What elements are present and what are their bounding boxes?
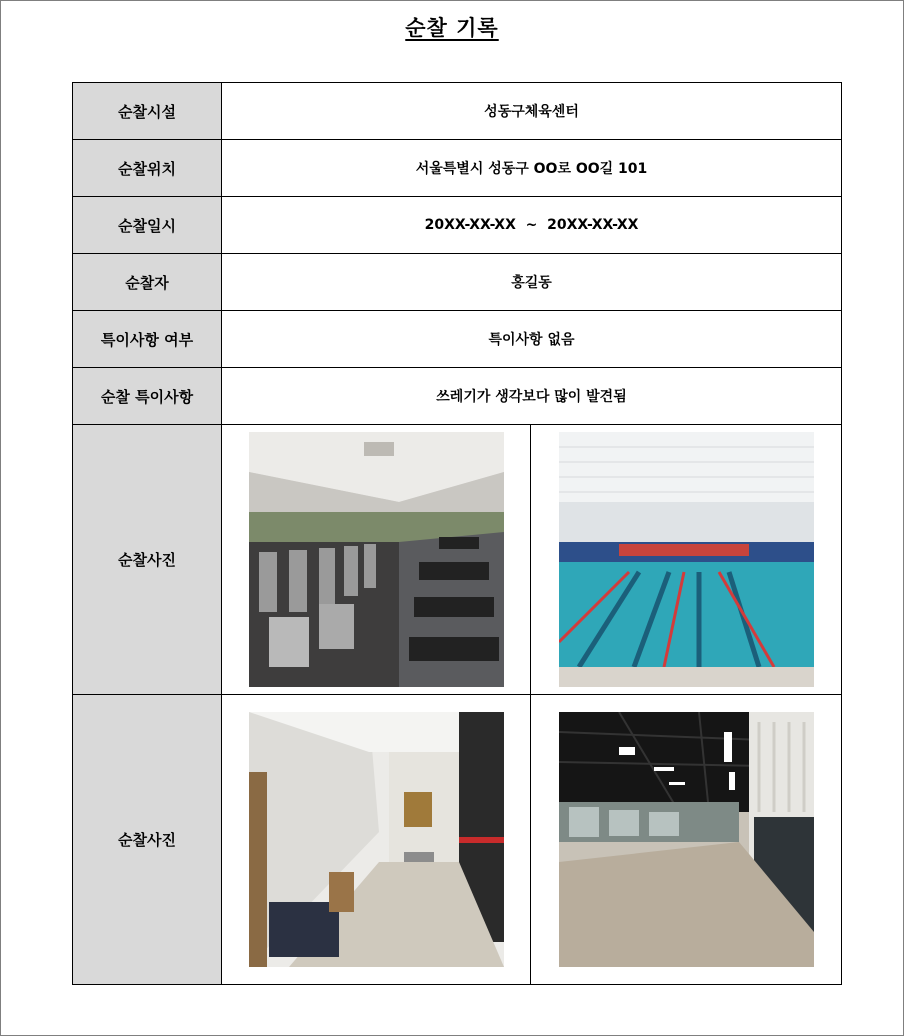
patrol-record-table xyxy=(72,82,842,985)
label-patroller: 순찰자 xyxy=(73,254,222,311)
photo-cell-3 xyxy=(222,695,531,985)
document-title-text: 순찰 기록 xyxy=(405,16,499,40)
label-photos-1: 순찰사진 xyxy=(73,425,222,695)
row-issue-notes xyxy=(73,368,842,425)
row-issue-status xyxy=(73,311,842,368)
label-issue-notes: 순찰 특이사항 xyxy=(73,368,222,425)
row-datetime xyxy=(73,197,842,254)
label-issue-status: 특이사항 여부 xyxy=(73,311,222,368)
value-issue-status: 특이사항 없음 xyxy=(222,311,842,368)
label-datetime: 순찰일시 xyxy=(73,197,222,254)
row-photos-1 xyxy=(73,425,842,695)
row-facility xyxy=(73,83,842,140)
photo-cell-1 xyxy=(222,425,531,695)
row-patroller xyxy=(73,254,842,311)
label-facility: 순찰시설 xyxy=(73,83,222,140)
empty-studio-hall-photo xyxy=(559,712,814,967)
photo-cell-4 xyxy=(531,695,842,985)
indoor-swimming-pool-photo xyxy=(559,432,814,687)
value-issue-notes: 쓰레기가 생각보다 많이 발견됨 xyxy=(222,368,842,425)
value-patroller: 홍길동 xyxy=(222,254,842,311)
row-photos-2 xyxy=(73,695,842,985)
value-facility: 성동구체육센터 xyxy=(222,83,842,140)
hallway-corridor-photo xyxy=(249,712,504,967)
gym-fitness-room-photo xyxy=(249,432,504,687)
row-location xyxy=(73,140,842,197)
document-title xyxy=(0,12,904,42)
value-datetime: 20XX-XX-XX ~ 20XX-XX-XX xyxy=(222,197,842,254)
label-photos-2: 순찰사진 xyxy=(73,695,222,985)
value-location: 서울특별시 성동구 OO로 OO길 101 xyxy=(222,140,842,197)
photo-cell-2 xyxy=(531,425,842,695)
label-location: 순찰위치 xyxy=(73,140,222,197)
